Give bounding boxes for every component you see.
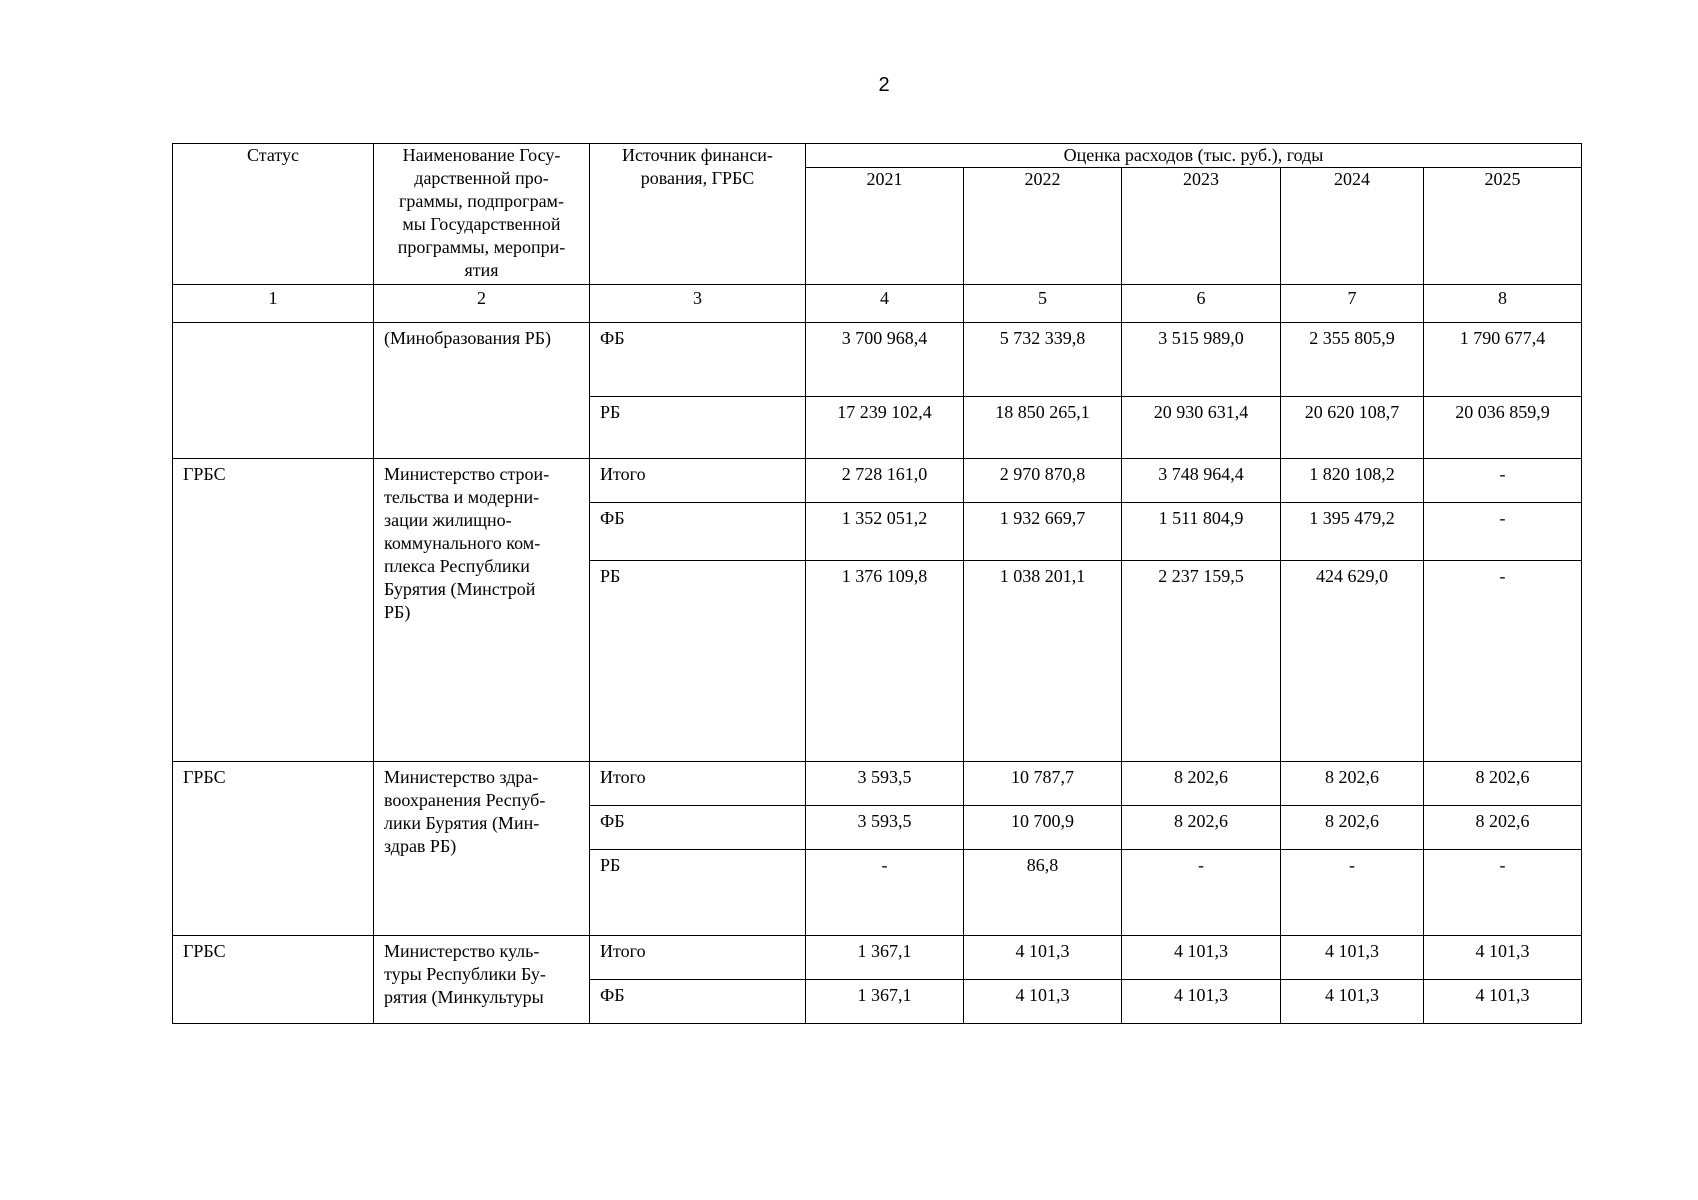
value-cell: 3 748 964,4 [1122, 459, 1281, 503]
header-estimate: Оценка расходов (тыс. руб.), годы [806, 144, 1582, 168]
value-cell: 10 700,9 [964, 806, 1122, 850]
funding-source-cell: Итого [590, 459, 806, 503]
value-cell: 1 367,1 [806, 936, 964, 980]
funding-source-cell: Итого [590, 936, 806, 980]
program-name-cell [374, 936, 590, 1024]
value-cell: 3 593,5 [806, 762, 964, 806]
value-cell: 424 629,0 [1281, 561, 1424, 762]
status-cell [173, 323, 374, 459]
program-name-line: рятия (Минкультуры [384, 987, 544, 1007]
program-name-line: Министерство здра- [384, 767, 539, 787]
value-cell: - [1281, 850, 1424, 936]
value-cell: 4 101,3 [1122, 936, 1281, 980]
program-name-line: Бурятия (Минстрой [384, 579, 536, 599]
value-cell: 17 239 102,4 [806, 397, 964, 459]
program-name-line: туры Республики Бу- [384, 964, 546, 984]
value-cell: 3 515 989,0 [1122, 323, 1281, 397]
value-cell: 2 237 159,5 [1122, 561, 1281, 762]
program-name-line: лики Бурятия (Мин- [384, 813, 540, 833]
value-cell: 4 101,3 [1122, 980, 1281, 1024]
value-cell: 86,8 [964, 850, 1122, 936]
header-source [590, 144, 806, 285]
program-name-cell [374, 459, 590, 762]
page-number: 2 [878, 74, 890, 96]
budget-table [172, 143, 1582, 1024]
value-cell: 1 367,1 [806, 980, 964, 1024]
value-cell: - [1424, 503, 1582, 561]
header-year: 2024 [1281, 168, 1424, 285]
value-cell: 8 202,6 [1122, 806, 1281, 850]
funding-source-cell: ФБ [590, 806, 806, 850]
header-name-line: ятия [464, 260, 499, 280]
value-cell: 8 202,6 [1424, 806, 1582, 850]
value-cell: 2 355 805,9 [1281, 323, 1424, 397]
header-name [374, 144, 590, 285]
header-source-line: Источник финанси- [622, 145, 773, 165]
value-cell: - [1424, 459, 1582, 503]
header-year: 2022 [964, 168, 1122, 285]
funding-source-cell: РБ [590, 561, 806, 762]
value-cell: 1 352 051,2 [806, 503, 964, 561]
value-cell: - [1122, 850, 1281, 936]
funding-source-cell: РБ [590, 397, 806, 459]
header-year: 2025 [1424, 168, 1582, 285]
value-cell: 20 036 859,9 [1424, 397, 1582, 459]
value-cell: - [806, 850, 964, 936]
column-number: 6 [1122, 285, 1281, 323]
value-cell: 2 970 870,8 [964, 459, 1122, 503]
program-name-line: (Минобразования РБ) [384, 328, 552, 348]
value-cell: 4 101,3 [964, 936, 1122, 980]
column-number: 5 [964, 285, 1122, 323]
header-source-line: рования, ГРБС [640, 168, 755, 188]
value-cell: 8 202,6 [1424, 762, 1582, 806]
program-name-line: РБ) [384, 602, 411, 622]
value-cell: 18 850 265,1 [964, 397, 1122, 459]
value-cell: - [1424, 561, 1582, 762]
value-cell: 1 376 109,8 [806, 561, 964, 762]
value-cell: 4 101,3 [1424, 980, 1582, 1024]
header-name-line: мы Государственной [402, 214, 561, 234]
column-number: 4 [806, 285, 964, 323]
value-cell: 20 930 631,4 [1122, 397, 1281, 459]
value-cell: 3 593,5 [806, 806, 964, 850]
funding-source-cell: РБ [590, 850, 806, 936]
program-name-line: плекса Республики [384, 556, 530, 576]
header-name-line: программы, меропри- [397, 237, 566, 257]
value-cell: 10 787,7 [964, 762, 1122, 806]
value-cell: 1 395 479,2 [1281, 503, 1424, 561]
value-cell: 5 732 339,8 [964, 323, 1122, 397]
column-number: 3 [590, 285, 806, 323]
program-name-cell [374, 323, 590, 459]
value-cell: - [1424, 850, 1582, 936]
value-cell: 20 620 108,7 [1281, 397, 1424, 459]
funding-source-cell: ФБ [590, 323, 806, 397]
funding-source-cell: ФБ [590, 503, 806, 561]
header-name-line: граммы, подпрограм- [399, 191, 564, 211]
value-cell: 1 511 804,9 [1122, 503, 1281, 561]
value-cell: 4 101,3 [964, 980, 1122, 1024]
program-name-line: коммунального ком- [384, 533, 541, 553]
status-cell: ГРБС [173, 762, 374, 936]
value-cell: 8 202,6 [1281, 806, 1424, 850]
program-name-line: Министерство строи- [384, 464, 550, 484]
column-number: 1 [173, 285, 374, 323]
value-cell: 1 038 201,1 [964, 561, 1122, 762]
value-cell: 1 790 677,4 [1424, 323, 1582, 397]
header-year: 2021 [806, 168, 964, 285]
value-cell: 1 820 108,2 [1281, 459, 1424, 503]
program-name-line: Министерство куль- [384, 941, 540, 961]
program-name-line: тельства и модерни- [384, 487, 540, 507]
value-cell: 8 202,6 [1122, 762, 1281, 806]
header-status: Статус [173, 144, 374, 285]
value-cell: 4 101,3 [1281, 980, 1424, 1024]
value-cell: 1 932 669,7 [964, 503, 1122, 561]
value-cell: 4 101,3 [1424, 936, 1582, 980]
funding-source-cell: ФБ [590, 980, 806, 1024]
program-name-cell [374, 762, 590, 936]
header-name-line: Наименование Госу- [402, 145, 561, 165]
value-cell: 3 700 968,4 [806, 323, 964, 397]
funding-source-cell: Итого [590, 762, 806, 806]
header-year: 2023 [1122, 168, 1281, 285]
value-cell: 4 101,3 [1281, 936, 1424, 980]
program-name-line: зации жилищно- [384, 510, 512, 530]
status-cell: ГРБС [173, 459, 374, 762]
program-name-line: здрав РБ) [384, 836, 457, 856]
status-cell: ГРБС [173, 936, 374, 1024]
column-number: 7 [1281, 285, 1424, 323]
value-cell: 8 202,6 [1281, 762, 1424, 806]
header-name-line: дарственной про- [414, 168, 549, 188]
column-number: 8 [1424, 285, 1582, 323]
program-name-line: воохранения Респуб- [384, 790, 546, 810]
value-cell: 2 728 161,0 [806, 459, 964, 503]
column-number: 2 [374, 285, 590, 323]
